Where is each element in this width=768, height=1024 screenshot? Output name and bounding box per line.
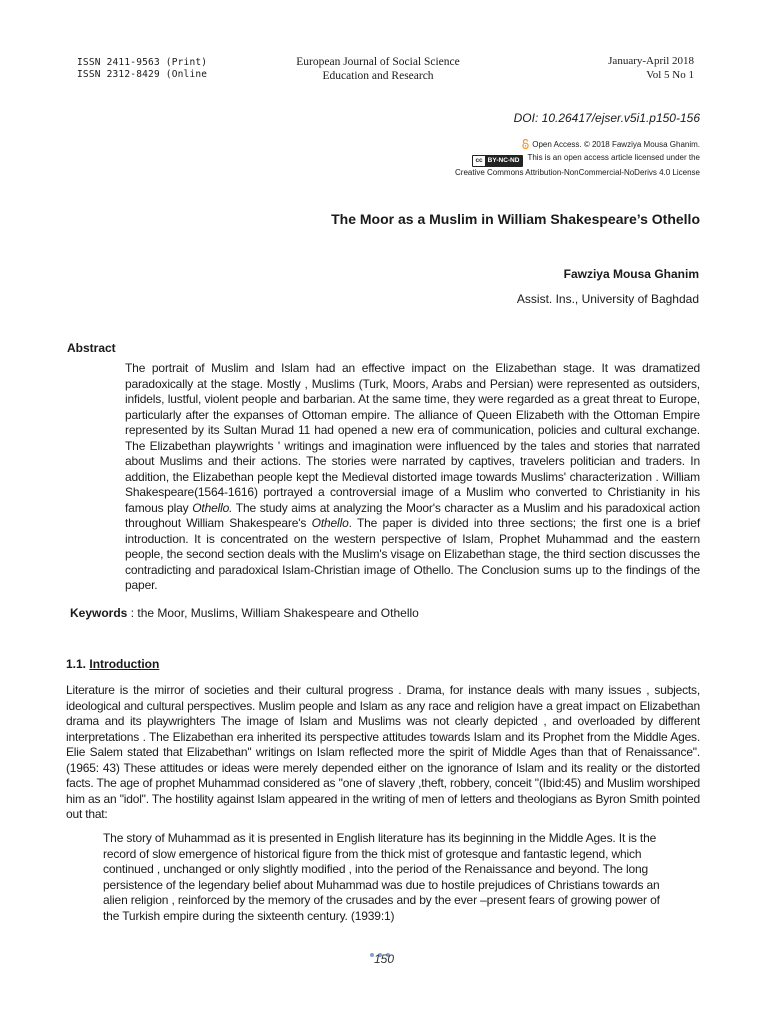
license-text-1: Open Access. © 2018 Fawziya Mousa Ghanim.	[532, 140, 700, 149]
keywords-text: the Moor, Muslims, William Shakespeare and Othello	[137, 606, 419, 620]
abstract-heading: Abstract	[67, 341, 116, 355]
italic-othello-2: Othello	[311, 516, 349, 530]
issn-print: ISSN 2411-9563 (Print)	[77, 57, 208, 68]
keywords: Keywords : the Moor, Muslims, William Shakespeare and Othello	[70, 606, 419, 620]
author-name: Fawziya Mousa Ghanim	[563, 267, 699, 281]
section-title: Introduction	[89, 657, 160, 671]
license-line-1	[455, 139, 700, 152]
intro-paragraph: Literature is the mirror of societies and their cultural progress . Drama, for instance deals with many issues , subjects, ideological and cultural perspectives. Muslim people and Islam as any race and religion have a great impact on Elizabethan drama and its playwrighters The image of Islam and Muslims was not clearly depicted , and overloaded by different interpretations . The Elizabethan era inherited its perspective attitudes towards Islam and its Prophet from the Middle Ages. Elie Salem stated that Elizabethan" writings on Islam reflected more the spirit of Middle Ages than that of Renaissance".(1965: 43) These attitudes or ideas were merely depended either on the ignorance of Islam and its reality or the distorted facts. The age of prophet Muhammad considered as "one of slavery ,theft, robbery, conceit "(Ibid:45) and Muslim worshiped him as an "idol". The hostility against Islam appeared in the writing of men of letters and theologians as Byron Smith pointed out that:	[66, 683, 700, 821]
section-number: 1.1.	[66, 657, 90, 671]
issue-volume: Vol 5 No 1	[646, 68, 694, 81]
italic-othello-1: Othello.	[192, 500, 233, 515]
cc-license-badge[interactable]: cc BY-NC-ND	[472, 155, 523, 167]
journal-name	[240, 55, 516, 83]
abstract-body: The portrait of Muslim and Islam had an effective impact on the Elizabethan stage. It was dramatized paradoxically at the stage. Mostly , Muslims (Turk, Moors, Arabs and Persian) were represented as outsiders, infidels, lustful, violent people and barbarian. At the same time, they were regarded as a great threat to Europe, particularly after the expanses of Ottoman empire. The alliance of Queen Elizabeth with the Ottoman Empire represented by its Sultan Murad 11 had opened a new era of communication, policies and cultural exchange. The Elizabethan playwrights ' writings and imagination were influenced by the tales and stories that narrated about Muslims and their actions. The stories were narrated by captives, travelers politician and traders. In addition, the Elizabethan people kept the Medieval distorted image towards Muslims' characterization . William Shakespeare(1564-1616) portrayed a controversial image of a Muslim who converted to Christianity in his famous play Othello. The study aims at analyzing the Moor's character as a Muslim and his paradoxical action throughout William Shakespeare's Othello. The paper is divided into three sections; the first one is a brief introduction. It is concentrated on the western perspective of Islam, Prophet Muhammad and the eastern people, the second section deals with the Muslim's visage on Elizabethan stage, the third section discusses the contradicting and paradoxical Islam-Christian image of Othello. The Conclusion sums up to the findings of the paper.	[125, 361, 701, 592]
license-text-2: This is an open access article licensed under the	[527, 152, 700, 162]
license-line-2	[455, 152, 700, 167]
journal-line-2: Education and Research	[322, 70, 434, 82]
keywords-label: Keywords	[70, 606, 128, 620]
open-access-icon	[522, 139, 529, 149]
section-heading	[66, 657, 159, 671]
license-block	[455, 139, 700, 179]
cc-badge-label: BY-NC-ND	[487, 156, 520, 164]
issue-date: January-April 2018	[608, 55, 694, 67]
license-line-3[interactable]: Creative Commons Attribution-NonCommercial-NoDerivs 4.0 License	[455, 167, 700, 177]
issue-info	[608, 55, 694, 82]
journal-line-1: European Journal of Social Science	[296, 56, 460, 68]
block-quote: The story of Muhammad as it is presented in English literature has its beginning in the Middle Ages. It is the record of slow emergence of historical figure from the thick mist of grotesque and fantastic legend, which continued , unchanged or only slightly modified , into the period of the Renaissance and beyond. The long persistence of the legendary belief about Muhammad was due to hostile prejudices of Christians towards an alien religion , reinforced by the memory of the crusades and by the ever –present fears of growing power of the Turkish empire during the sixteenth century. (1939:1)	[103, 831, 660, 923]
paper-title: The Moor as a Muslim in William Shakespeare’s Othello	[331, 211, 700, 227]
issn-online: ISSN 2312-8429 (Online	[77, 69, 208, 80]
issn-block	[77, 57, 207, 81]
doi[interactable]: DOI: 10.26417/ejser.v5i1.p150-156	[513, 111, 700, 125]
author-affiliation: Assist. Ins., University of Baghdad	[516, 292, 699, 306]
page-number: 150	[373, 952, 395, 966]
